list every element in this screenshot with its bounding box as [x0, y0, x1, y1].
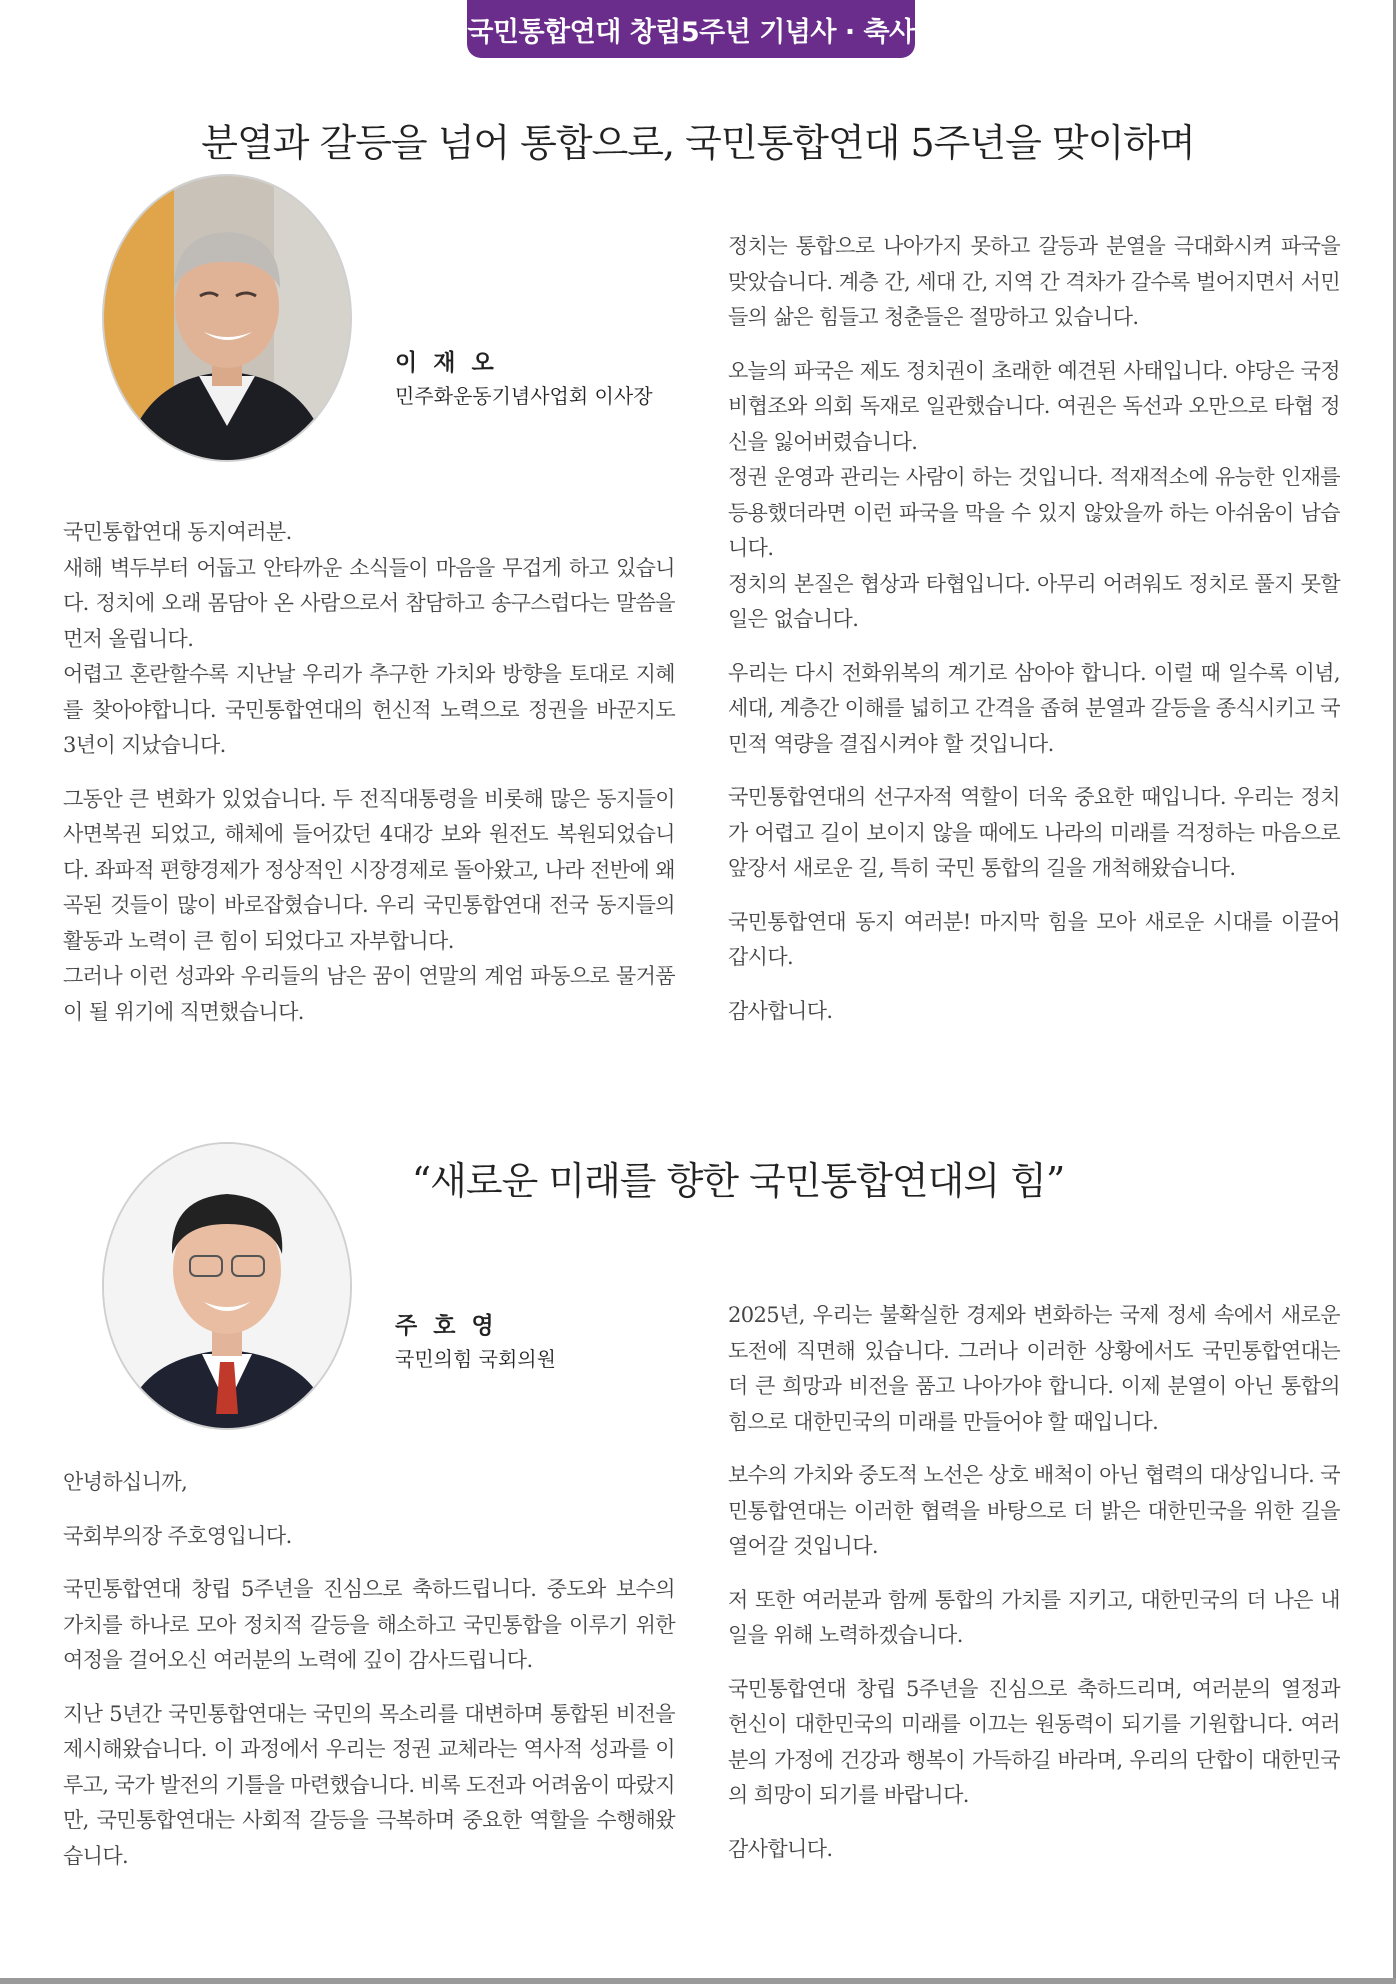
- section1-right-column: [728, 229, 1340, 1047]
- speaker1-name: 이 재 오: [395, 350, 498, 376]
- paragraph: 국민통합연대 동지 여러분! 마지막 힘을 모아 새로운 시대를 이끌어 갑시다.: [728, 909, 1340, 969]
- portrait-joo-image: [104, 1144, 350, 1428]
- section2-title: “새로운 미래를 향한 국민통합연대의 힘”: [411, 1159, 1065, 1203]
- paragraph: 지난 5년간 국민통합연대는 국민의 목소리를 대변하며 통합된 비전을 제시해왔습니다. 이 과정에서 우리는 정권 교체라는 역사적 성과를 이루고, 국가 발전의 기틀을 마련했습니다. 비록 도전과 어려움이 따랐지만, 국민통합연대는 사회적 갈등을 극복하며 중요한 역할을 수행해왔습니다.: [63, 1701, 675, 1868]
- paragraph: 국회부의장 주호영입니다.: [63, 1523, 292, 1548]
- section2-right-column: [728, 1298, 1340, 1885]
- page-edge-bottom: [0, 1978, 1396, 1984]
- portrait-lee-jae-oh: [102, 174, 352, 462]
- paragraph: 국민통합연대의 선구자적 역할이 더욱 중요한 때입니다. 우리는 정치가 어렵고 길이 보이지 않을 때에도 나라의 미래를 걱정하는 마음으로 앞장서 새로운 길, 특히 국민 통합의 길을 개척해왔습니다.: [728, 785, 1340, 880]
- paragraph: 정치의 본질은 협상과 타협입니다. 아무리 어려워도 정치로 풀지 못할 일은 없습니다.: [728, 571, 1340, 631]
- speaker1-role: 민주화운동기념사업회 이사장: [395, 384, 653, 408]
- paragraph: 2025년, 우리는 불확실한 경제와 변화하는 국제 정세 속에서 새로운 도전에 직면해 있습니다. 그러나 이러한 상황에서도 국민통합연대는 더 큰 희망과 비전을 품고 나아가야 합니다. 이제 분열이 아닌 통합의 힘으로 대한민국의 미래를 만들어야 할 때입니다.: [728, 1303, 1340, 1434]
- paragraph: 그러나 이런 성과와 우리들의 남은 꿈이 연말의 계엄 파동으로 물거품이 될 위기에 직면했습니다.: [63, 964, 675, 1024]
- paragraph: 감사합니다.: [728, 998, 833, 1023]
- paragraph: 우리는 다시 전화위복의 계기로 삼아야 합니다. 이럴 때 일수록 이념, 세대, 계층간 이해를 넓히고 간격을 좁혀 분열과 갈등을 종식시키고 국민적 역량을 결집시켜야 할 것입니다.: [728, 660, 1340, 756]
- paragraph: 보수의 가치와 중도적 노선은 상호 배척이 아닌 협력의 대상입니다. 국민통합연대는 이러한 협력을 바탕으로 더 밝은 대한민국을 위한 길을 열어갈 것입니다.: [728, 1463, 1340, 1558]
- portrait-joo-ho-young: [102, 1142, 352, 1430]
- header-banner: 국민통합연대 창립5주년 기념사 · 축사: [467, 0, 915, 58]
- paragraph: 오늘의 파국은 제도 정치권이 초래한 예견된 사태입니다. 야당은 국정 비협조와 의회 독재로 일관했습니다. 여권은 독선과 오만으로 타협 정신을 잃어버렸습니다.: [728, 358, 1340, 454]
- speaker2-role: 국민의힘 국회의원: [395, 1347, 556, 1371]
- section1-title: 분열과 갈등을 넘어 통합으로, 국민통합연대 5주년을 맞이하며: [201, 121, 1195, 165]
- paragraph: 어렵고 혼란할수록 지난날 우리가 추구한 가치와 방향을 토대로 지혜를 찾아야합니다. 국민통합연대의 헌신적 노력으로 정권을 바꾼지도 3년이 지났습니다.: [63, 662, 675, 757]
- paragraph: 저 또한 여러분과 함께 통합의 가치를 지키고, 대한민국의 더 나은 내일을 위해 노력하겠습니다.: [728, 1587, 1340, 1647]
- paragraph: 그동안 큰 변화가 있었습니다. 두 전직대통령을 비롯해 많은 동지들이 사면복권 되었고, 해체에 들어갔던 4대강 보와 원전도 복원되었습니다. 좌파적 편향경제가 정상적인 시장경제로 돌아왔고, 나라 전반에 왜곡된 것들이 많이 바로잡혔습니다. 우리 국민통합연대 전국 동지들의 활동과 노력이 큰 힘이 되었다고 자부합니다.: [63, 786, 675, 953]
- section1-left-column: [63, 515, 675, 1048]
- paragraph: 안녕하십니까,: [63, 1470, 188, 1494]
- paragraph: 국민통합연대 창립 5주년을 진심으로 축하드립니다. 중도와 보수의 가치를 하나로 모아 정치적 갈등을 해소하고 국민통합을 이루기 위한 여정을 걸어오신 여러분의 노력에 깊이 감사드립니다.: [63, 1577, 675, 1672]
- paragraph: 새해 벽두부터 어둡고 안타까운 소식들이 마음을 무겁게 하고 있습니다. 정치에 오래 몸담아 온 사람으로서 참담하고 송구스럽다는 말씀을 먼저 올립니다.: [63, 555, 675, 651]
- paragraph: 감사합니다.: [728, 1836, 833, 1861]
- paragraph: 정권 운영과 관리는 사람이 하는 것입니다. 적재적소에 유능한 인재를 등용했더라면 이런 파국을 막을 수 있지 않았을까 하는 아쉬움이 남습니다.: [728, 465, 1340, 560]
- portrait-lee-image: [104, 176, 350, 460]
- paragraph: 정치는 통합으로 나아가지 못하고 갈등과 분열을 극대화시켜 파국을 맞았습니다. 계층 간, 세대 간, 지역 간 격차가 갈수록 벌어지면서 서민들의 삶은 힘들고 청춘들은 절망하고 있습니다.: [728, 234, 1340, 329]
- paragraph: 국민통합연대 동지여러분.: [63, 520, 292, 544]
- paragraph: 국민통합연대 창립 5주년을 진심으로 축하드리며, 여러분의 열정과 헌신이 대한민국의 미래를 이끄는 원동력이 되기를 기원합니다. 여러분의 가정에 건강과 행복이 가득하길 바라며, 우리의 단합이 대한민국의 희망이 되기를 바랍니다.: [728, 1676, 1340, 1807]
- speaker2-name: 주 호 영: [395, 1313, 498, 1339]
- section2-left-column: [63, 1465, 675, 1892]
